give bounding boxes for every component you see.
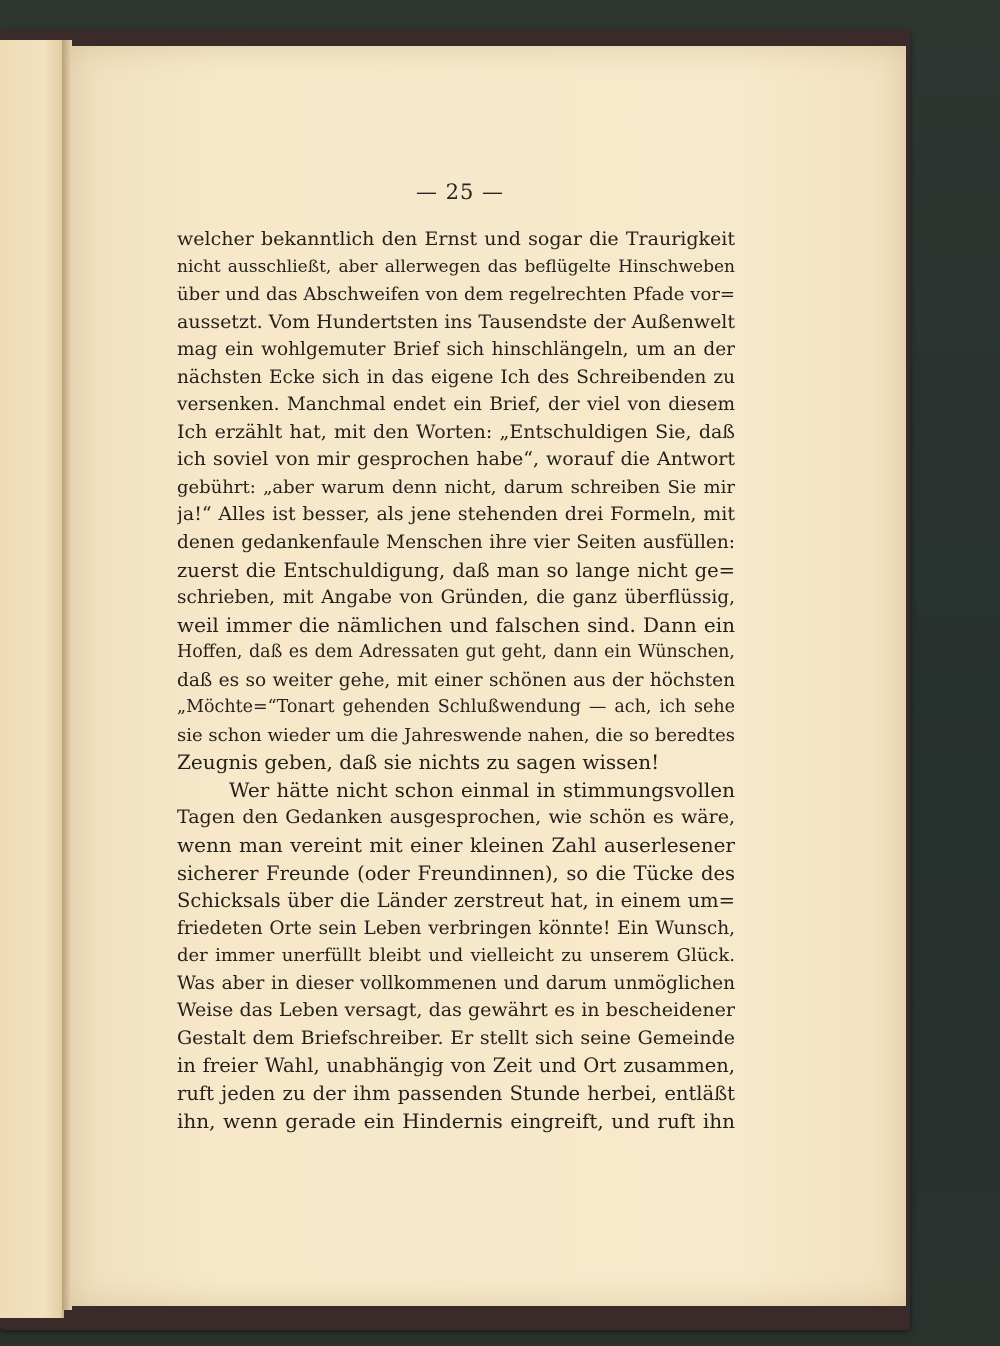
text-line: über und das Abschweifen von dem regelrechten Pfade vor= [177,284,735,306]
text-line: Schicksals über die Länder zerstreut hat, in einem um= [177,889,735,913]
text-line: Zeugnis geben, daß sie nichts zu sagen wissen! [177,750,660,775]
text-line: Was aber in dieser vollkommenen und darum unmöglichen [177,972,735,994]
text-line: mag ein wohlgemuter Brief sich hinschlängeln, um an der [177,339,735,361]
text-line: sicherer Freunde (oder Freundinnen), so die Tücke des [177,861,735,885]
text-line: gebührt: „aber warum denn nicht, darum schreiben Sie mir [177,476,735,498]
text-line: ruft jeden zu der ihm passenden Stunde herbei, entläßt [177,1081,735,1105]
left-page-edge [0,40,64,1318]
text-line: denen gedankenfaule Menschen ihre vier Seiten ausfüllen: [177,532,735,554]
body-text [177,226,735,1135]
text-line: daß es so weiter gehe, mit einer schönen aus der höchsten [177,669,735,691]
text-line: ihn, wenn gerade ein Hindernis eingreift, und ruft ihn [177,1108,735,1133]
text-line: Tagen den Gedanken ausgesprochen, wie schön es wäre, [177,806,735,829]
text-line: welcher bekanntlich den Ernst und sogar die Traurigkeit [177,228,735,250]
text-line: schrieben, mit Angabe von Gründen, die ganz überflüssig, [177,587,735,609]
text-line: weil immer die nämlichen und falschen sind. Dann ein [177,612,735,637]
text-line: „Möchte=“Tonart gehenden Schlußwendung — ach, ich sehe [177,697,735,718]
text-line: Ich erzählt hat, mit den Worten: „Entschuldigen Sie, daß [177,420,735,443]
text-line: Hoffen, daß es dem Adressaten gut geht, dann ein Wünschen, [177,642,735,663]
text-line: der immer unerfüllt bleibt und vielleicht zu unserem Glück. [177,945,735,967]
text-line: Weise das Leben versagt, das gewährt es in bescheidener [177,999,735,1022]
text-line: Gestalt dem Briefschreiber. Er stellt sich seine Gemeinde [177,1026,735,1049]
text-line: ja!“ Alles ist besser, als jene stehenden drei Formeln, mit [177,503,735,526]
text-line: wenn man vereint mit einer kleinen Zahl auserlesener [177,833,735,858]
text-line: nicht ausschließt, aber allerwegen das beflügelte Hinschweben [177,256,735,277]
text-line: in freier Wahl, unabhängig von Zeit und Ort zusammen, [177,1054,735,1078]
text-line: nächsten Ecke sich in das eigene Ich des Schreibenden zu [177,366,735,388]
text-line: zuerst die Entschuldigung, daß man so lange nicht ge= [177,558,735,582]
text-line: sie schon wieder um die Jahreswende nahen, die so beredtes [177,724,735,746]
page-number: — 25 — [415,180,505,204]
text-line: friedeten Orte sein Leben verbringen könnte! Ein Wunsch, [177,917,735,939]
text-line: versenken. Manchmal endet ein Brief, der viel von diesem [177,394,735,416]
text-line: ich soviel von mir gesprochen habe“, worauf die Antwort [177,448,735,471]
text-line: Wer hätte nicht schon einmal in stimmungsvollen [229,777,735,802]
text-line: aussetzt. Vom Hundertsten ins Tausendste der Außenwelt [177,310,735,333]
